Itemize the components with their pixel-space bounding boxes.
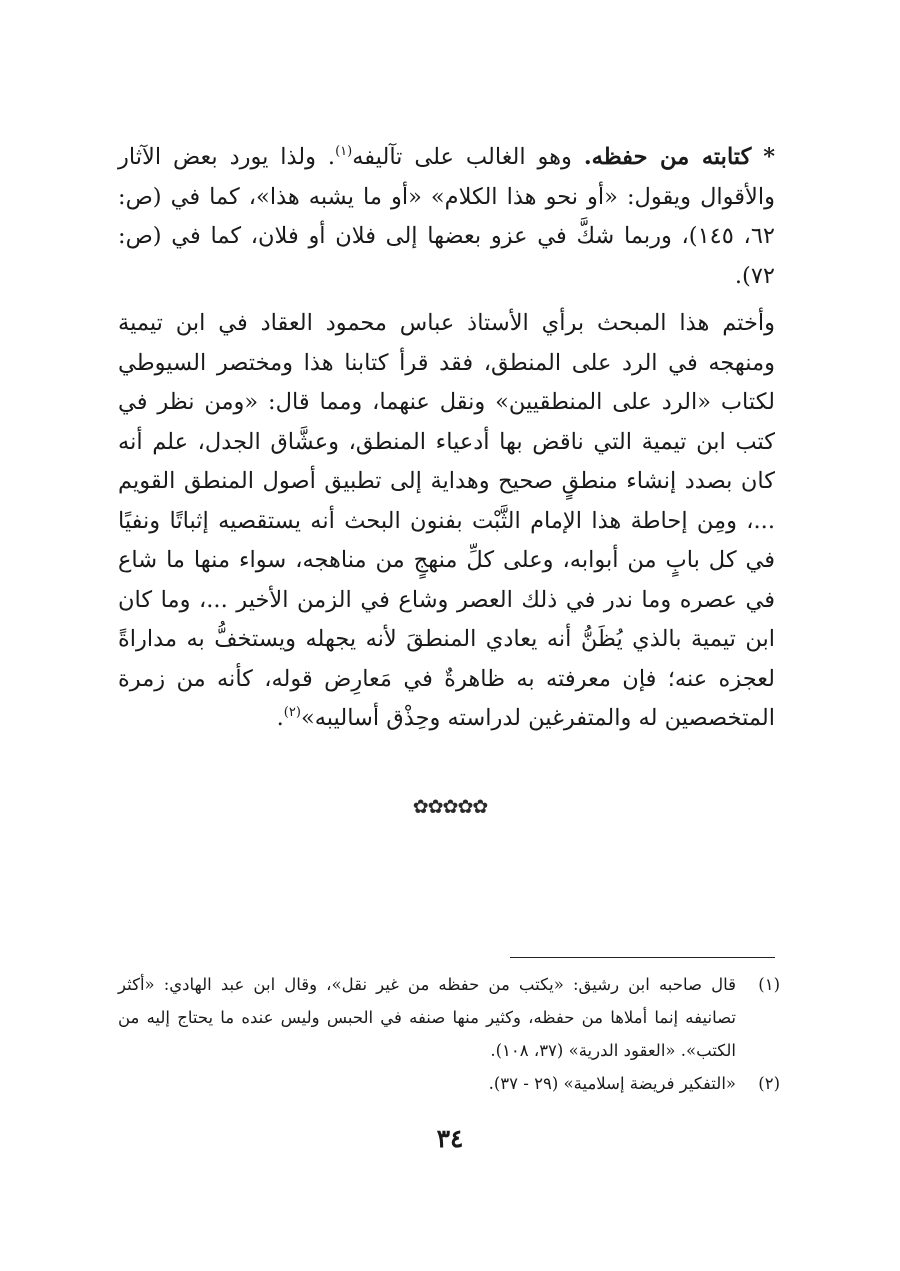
main-text xyxy=(118,138,775,739)
footnote-2 xyxy=(118,1067,780,1100)
footnote-separator xyxy=(510,957,775,958)
asterisk-mark: * xyxy=(763,144,776,170)
paragraph-1 xyxy=(118,138,775,296)
footnote-ref-1[interactable]: (١) xyxy=(335,144,353,159)
paragraph-1-text-b: . ولذا يورد بعض الآثار والأقوال ويقول: «أو نحو هذا الكلام» «أو ما يشبه هذا»، كما في (ص: ٦٢، ١٤٥)، وربما شكَّ في عزو بعضها إلى فلان أو فلان، كما في (ص: ٧٢). xyxy=(118,144,775,289)
footnote-2-number: (٢) xyxy=(758,1074,780,1093)
paragraph-1-lead: كتابته من حفظه. xyxy=(583,144,752,170)
footnote-1-text: قال صاحبه ابن رشيق: «يكتب من حفظه من غير نقل»، وقال ابن عبد الهادي: «أكثر تصانيفه إنما أملاها من حفظه، وكثير منها صنفه في الحبس وليس عنده ما يحتاج إليه من الكتب». «العقود الدرية» (٣٧، ١٠٨). xyxy=(118,975,736,1060)
footnote-ref-2[interactable]: (٢) xyxy=(283,705,301,720)
footnote-1-number: (١) xyxy=(758,975,780,994)
paragraph-1-text-a: وهو الغالب على تآليفه xyxy=(352,144,584,170)
footnote-2-text: «التفكير فريضة إسلامية» (٢٩ - ٣٧). xyxy=(488,1074,736,1093)
section-divider-ornament: ✿✿✿✿✿ xyxy=(412,796,488,818)
paragraph-2-text-a: وأختم هذا المبحث برأي الأستاذ عباس محمود العقاد في ابن تيمية ومنهجه في الرد على المنطق، فقد قرأ كتابنا هذا ومختصر السيوطي لكتاب «الرد على المنطقيين» ونقل عنهما، ومما قال: «ومن نظر في كتب ابن تيمية التي ناقض بها أدعياء المنطق، وعشَّاق الجدل، علم أنه كان بصدد إنشاء منطقٍ صحيح وهداية إلى تطبيق أصول المنطق القويم ...، ومِن إحاطة هذا الإمام الثَّبْت بفنون البحث أنه يستقصيه إثباتًا ونفيًا في كل بابٍ من أبوابه، وعلى كلِّ منهجٍ من مناهجه، سواء منها ما شاع في عصره وما ندر في ذلك العصر وشاع في الزمن الأخير ...، وما كان ابن تيمية بالذي يُظَنُّ أنه يعادي المنطقَ لأنه يجهله ويستخفُّ به مداراةً لعجزه عنه؛ فإن معرفته به ظاهرةٌ في مَعارِض قوله، كأنه من زمرة المتخصصين له والمتفرغين لدراسته وحِذْق أساليبه» xyxy=(118,310,775,731)
page-number: ٣٤ xyxy=(436,1124,464,1153)
footnote-1 xyxy=(118,968,780,1067)
paragraph-2-text-b: . xyxy=(276,705,284,731)
paragraph-2 xyxy=(118,304,775,739)
footnotes xyxy=(118,968,780,1100)
